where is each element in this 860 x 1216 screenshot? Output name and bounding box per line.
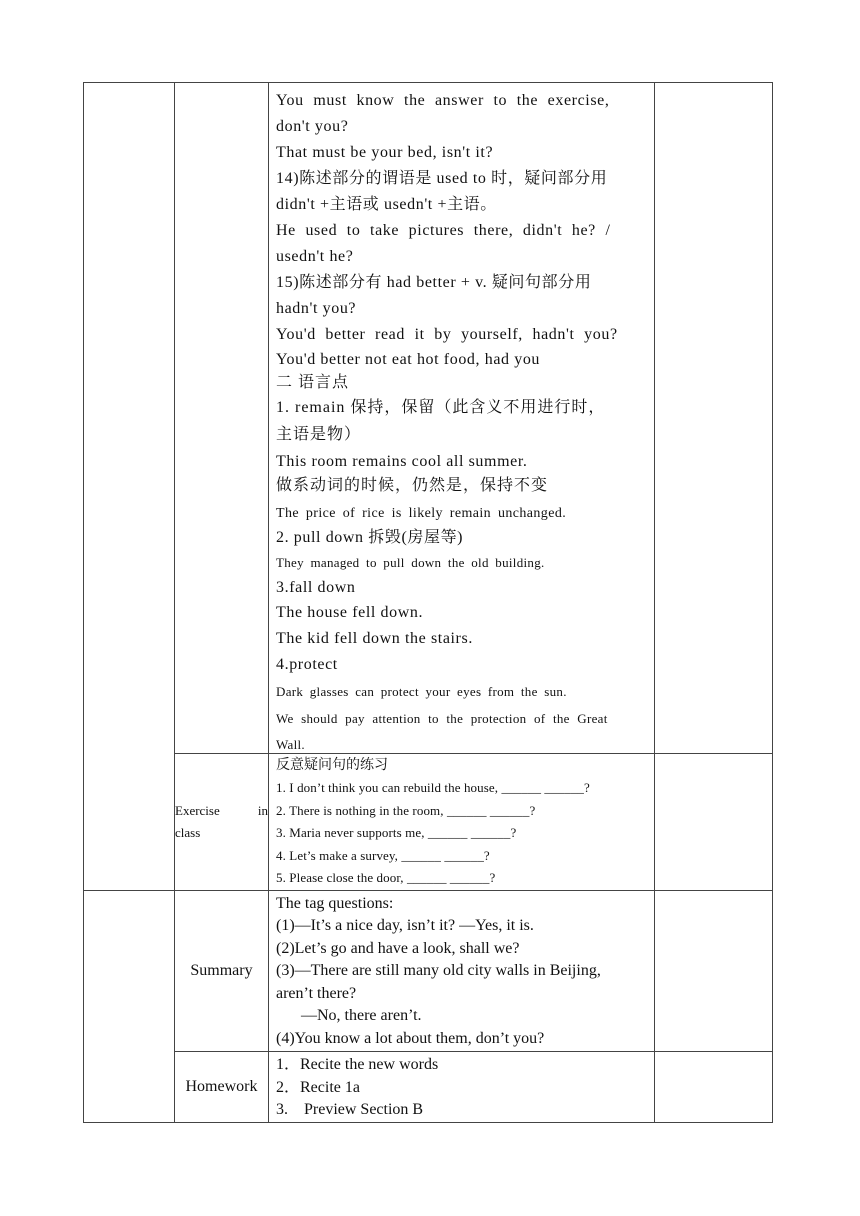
- stage-cell: [84, 890, 175, 1122]
- text-line: He used to take pictures there, didn't he? /: [276, 222, 611, 239]
- homework-row: [84, 1052, 773, 1123]
- notes-cell: [655, 1052, 773, 1123]
- stage-cell: [84, 83, 175, 891]
- summary-line: (1)—It’s a nice day, isn’t it? —Yes, it is.: [276, 917, 534, 934]
- homework-item: 3. Preview Section B: [276, 1101, 424, 1118]
- text-line: You must know the answer to the exercise,: [276, 92, 610, 109]
- notes-cell: [655, 754, 773, 891]
- section-heading: 二 语言点: [276, 374, 350, 391]
- exercise-item: 3. Maria never supports me, ______ ______?: [276, 825, 517, 840]
- text-line: 4.protect: [276, 656, 338, 673]
- exercise-item: 4. Let’s make a survey, ______ ______?: [276, 847, 490, 863]
- summary-label: Summary: [175, 890, 269, 1052]
- homework-label: Homework: [175, 1052, 269, 1123]
- exercise-label-word: in: [257, 802, 268, 818]
- text-line: The kid fell down the stairs.: [276, 630, 473, 647]
- text-line: 主语是物）: [276, 426, 362, 443]
- text-line: Dark glasses can protect your eyes from the sun.: [276, 684, 567, 699]
- summary-line: aren’t there?: [276, 984, 357, 1002]
- exercise-item: 1. I don’t think you can rebuild the house, ______ ______?: [276, 780, 590, 795]
- text-line: don't you?: [276, 118, 349, 135]
- content-row: [84, 83, 773, 754]
- exercise-label-word: class: [175, 824, 201, 840]
- summary-row: [84, 890, 773, 1052]
- exercise-title: 反意疑问句的练习: [276, 758, 388, 773]
- exercise-row: [84, 754, 773, 891]
- text-line: They managed to pull down the old building.: [276, 555, 545, 570]
- summary-line: —No, there aren’t.: [301, 1007, 422, 1024]
- text-line: This room remains cool all summer.: [276, 453, 528, 470]
- exercise-label-word: Exercise: [175, 802, 220, 818]
- exercise-item: 5. Please close the door, ______ ______?: [276, 870, 496, 885]
- text-line: Wall.: [276, 737, 305, 752]
- text-line: hadn't you?: [276, 300, 357, 317]
- notes-cell: [655, 890, 773, 1052]
- text-line: usedn't he?: [276, 248, 354, 265]
- text-line: 15)陈述部分有 had better + v. 疑问句部分用: [276, 274, 592, 291]
- text-line: We should pay attention to the protection of the Great: [276, 711, 608, 726]
- lesson-plan-table: [83, 82, 773, 1123]
- text-line: 做系动词的时候，仍然是，保持不变: [276, 477, 549, 494]
- text-line: 2. pull down 拆毁(房屋等): [276, 529, 464, 546]
- text-line: didn't +主语或 usedn't +主语。: [276, 196, 497, 213]
- summary-line: (3)—There are still many old city walls in Beijing,: [276, 962, 601, 979]
- exercise-item: 2. There is nothing in the room, ______ ______?: [276, 802, 536, 818]
- summary-line: The tag questions:: [276, 894, 394, 912]
- text-line: 3.fall down: [276, 579, 356, 596]
- homework-content: [269, 1052, 655, 1123]
- text-line: You'd better read it by yourself, hadn't you?: [276, 326, 618, 343]
- text-line: The price of rice is likely remain unchanged.: [276, 506, 567, 521]
- text-line: 14)陈述部分的谓语是 used to 时，疑问部分用: [276, 170, 608, 187]
- text-line: 1. remain 保持，保留（此含义不用进行时，: [276, 399, 606, 416]
- summary-content: [269, 890, 655, 1052]
- notes-cell: [655, 83, 773, 754]
- summary-line: (4)You know a lot about them, don’t you?: [276, 1029, 545, 1047]
- content-cell: [269, 83, 655, 754]
- summary-line: (2)Let’s go and have a look, shall we?: [276, 939, 520, 957]
- exercise-content: [269, 754, 655, 891]
- text-line: You'd better not eat hot food, had you: [276, 351, 541, 368]
- homework-item: 1．Recite the new words: [276, 1056, 439, 1073]
- label-cell-empty: [175, 83, 269, 754]
- text-line: That must be your bed, isn't it?: [276, 144, 494, 161]
- text-line: The house fell down.: [276, 604, 424, 621]
- exercise-label: [175, 754, 269, 891]
- homework-item: 2．Recite 1a: [276, 1078, 360, 1096]
